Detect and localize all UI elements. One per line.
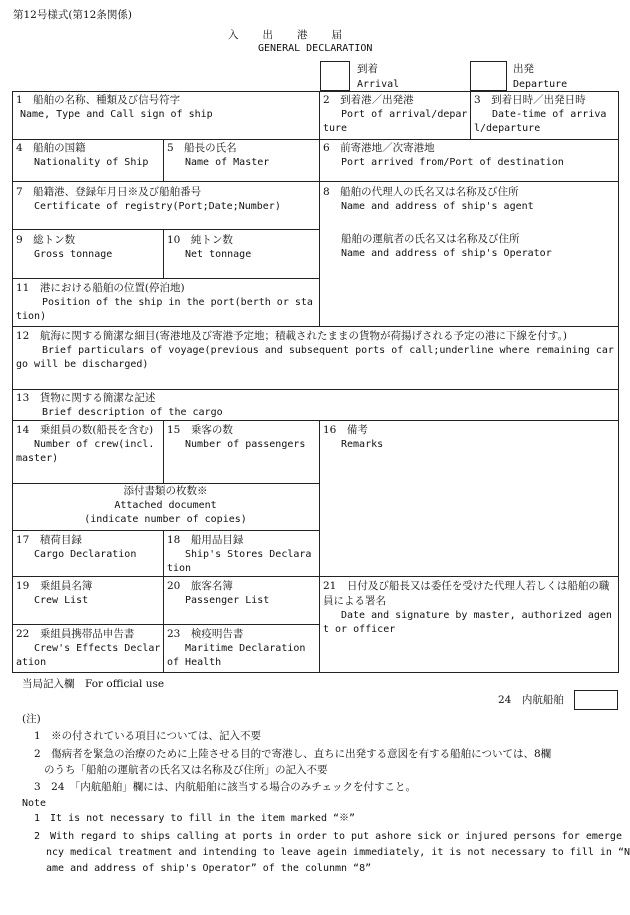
- domestic-ship-checkbox[interactable]: [574, 690, 618, 710]
- departure-label-en: Departure: [513, 79, 568, 90]
- field-17-cargo-declaration: 17 積荷目録 Cargo Declaration: [16, 534, 137, 560]
- note-en-2c: ame and address of ship's Operator” of the colunmn “8”: [46, 863, 372, 874]
- note-1: 1 ※の付されている項目については、記入不要: [34, 730, 261, 742]
- field-1-ship-name: 1 船舶の名称、種類及び信号符字 Name, Type and Call sign of ship: [16, 94, 213, 120]
- field-23-health-declaration: 23 検疫明告書 Maritime Declaration of Health: [167, 628, 306, 668]
- note-2a: 2 傷病者を緊急の治療のために上陸させる目的で寄港し、直ちに出発する意図を有する船舶については、8欄: [34, 748, 552, 760]
- departure-label-ja: 出発: [513, 63, 534, 75]
- field-21-signature: 21 日付及び船長又は委任を受けた代理人若しくは船舶の職員による署名 Date and signature by master, authorized agent or officer: [323, 580, 612, 635]
- form-title-ja: 入 出 港 届: [228, 29, 343, 41]
- form-title-en: GENERAL DECLARATION: [258, 43, 373, 54]
- domestic-ship-label: 24 内航船舶: [498, 694, 564, 706]
- field-18-stores-declaration: 18 船用品目録 Ship's Stores Declaration: [167, 534, 312, 574]
- field-19-crew-list: 19 乗組員名簿 Crew List: [16, 580, 93, 606]
- field-13-cargo-desc: 13 貨物に関する簡潔な記述 Brief description of the cargo: [16, 392, 223, 418]
- field-16-remarks: 16 備考 Remarks: [323, 424, 384, 450]
- field-6-ports: 6 前寄港地／次寄港地 Port arrived from/Port of destination: [323, 142, 564, 168]
- field-22-crew-effects: 22 乗組員携帯品申告書 Crew's Effects Declaration: [16, 628, 161, 668]
- arrival-label-en: Arrival: [357, 79, 400, 90]
- form-number: 第12号様式(第12条関係): [13, 9, 132, 21]
- field-9-gross-tonnage: 9 総トン数 Gross tonnage: [16, 234, 113, 260]
- departure-checkbox[interactable]: [470, 61, 507, 91]
- field-3-datetime: 3 到着日時／出発日時 Date-time of arrival/departure: [474, 94, 607, 134]
- field-8-agent-operator: 8 船舶の代理人の氏名又は名称及び住所 Name and address of ship's agent 船舶の運航者の氏名又は名称及び住所 Name and address of ship's Operator: [323, 186, 552, 259]
- notes-heading-en: Note: [22, 798, 47, 809]
- field-11-position: 11 港における船舶の位置(停泊地) Position of the ship in the port(berth or station): [16, 282, 313, 322]
- field-14-crew-count: 14 乗組員の数(船長を含む) Number of crew(incl. master): [16, 424, 155, 464]
- note-2b: のうち「船舶の運航者の氏名又は名称及び住所」の記入不要: [44, 764, 328, 776]
- arrival-checkbox[interactable]: [320, 61, 350, 91]
- field-15-passenger-count: 15 乗客の数 Number of passengers: [167, 424, 306, 450]
- arrival-label-ja: 到着: [357, 63, 378, 75]
- field-10-net-tonnage: 10 純トン数 Net tonnage: [167, 234, 252, 260]
- field-4-nationality: 4 船舶の国籍 Nationality of Ship: [16, 142, 149, 168]
- field-2-port: 2 到着港／出発港 Port of arrival/departure: [323, 94, 468, 134]
- field-7-registry: 7 船籍港、登録年月日※及び船舶番号 Certificate of registry(Port;Date;Number): [16, 186, 281, 212]
- note-en-1: 1 It is not necessary to fill in the item marked “※”: [34, 813, 356, 824]
- attached-documents-header: 添付書類の枚数※ Attached document (indicate number of copies): [84, 485, 247, 525]
- note-3: 3 24 「内航船舶」欄には、内航船舶に該当する場合のみチェックを付すこと。: [34, 781, 416, 793]
- field-12-voyage: 12 航海に関する簡潔な細目(寄港地及び寄港予定地；積載されたままの貨物が荷揚げされる予定の港に下線を付す。) Brief particulars of voyage(previous and subsequent ports of call;underline where remaining cargo will be discharged): [16, 330, 614, 370]
- note-en-2b: ncy medical treatment and intending to leave agein immediately, it is not necessary to fill in “N: [46, 847, 630, 858]
- field-5-master: 5 船長の氏名 Name of Master: [167, 142, 270, 168]
- note-en-2a: 2 With regard to ships calling at ports in order to put ashore sick or injured persons for emerge: [34, 831, 622, 842]
- official-use-label: 当局記入欄 For official use: [22, 678, 165, 690]
- notes-heading-ja: (注): [22, 713, 41, 725]
- field-20-passenger-list: 20 旅客名簿 Passenger List: [167, 580, 270, 606]
